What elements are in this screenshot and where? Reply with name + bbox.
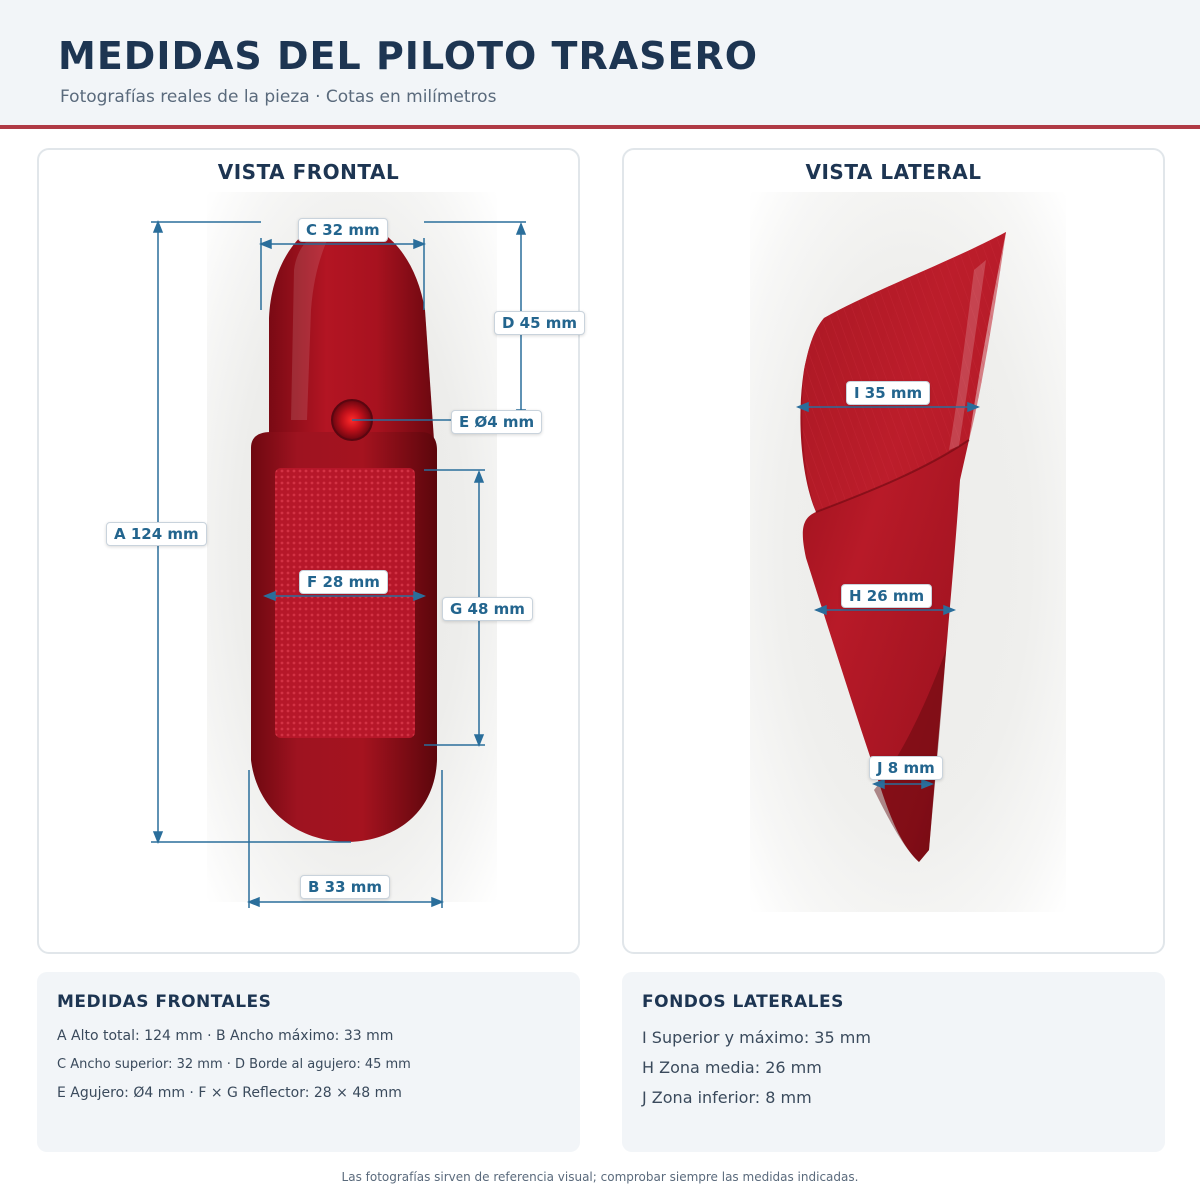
page-subtitle: Fotografías reales de la pieza · Cotas en milímetros: [60, 87, 497, 107]
front-measure-line: A Alto total: 124 mm · B Ancho máximo: 33 mm: [57, 1028, 394, 1044]
front-photo-diagram: [39, 150, 582, 956]
side-measures-title: FONDOS LATERALES: [642, 992, 844, 1012]
dimension-label-i: I 35 mm: [846, 381, 930, 405]
page-title: MEDIDAS DEL PILOTO TRASERO: [58, 34, 759, 78]
front-view-panel: [37, 148, 580, 954]
dimension-label-a: A 124 mm: [106, 522, 207, 546]
side-measure-line: J Zona inferior: 8 mm: [642, 1088, 812, 1107]
dimension-label-c: C 32 mm: [298, 218, 388, 242]
dimension-label-e: E Ø4 mm: [451, 410, 542, 434]
header-divider: [0, 125, 1200, 129]
front-measure-line: E Agujero: Ø4 mm · F × G Reflector: 28 × 48 mm: [57, 1085, 402, 1101]
dimension-label-f: F 28 mm: [299, 570, 388, 594]
side-photo-diagram: [624, 150, 1167, 956]
dimension-label-d: D 45 mm: [494, 311, 585, 335]
side-view-panel: [622, 148, 1165, 954]
side-measure-line: H Zona media: 26 mm: [642, 1058, 822, 1077]
dimension-label-b: B 33 mm: [300, 875, 390, 899]
front-view-title: VISTA FRONTAL: [217, 160, 400, 184]
side-view-title: VISTA LATERAL: [805, 160, 982, 184]
side-measure-line: I Superior y máximo: 35 mm: [642, 1028, 871, 1047]
dimension-label-j: J 8 mm: [869, 756, 943, 780]
front-measures-box: [37, 972, 580, 1152]
dimension-label-h: H 26 mm: [841, 584, 932, 608]
dimension-label-g: G 48 mm: [442, 597, 533, 621]
footer-note: Las fotografías sirven de referencia visual; comprobar siempre las medidas indicadas.: [341, 1170, 859, 1184]
side-measures-box: [622, 972, 1165, 1152]
front-measure-line: C Ancho superior: 32 mm · D Borde al agujero: 45 mm: [57, 1057, 411, 1072]
reflector-pad: [275, 468, 415, 738]
front-measures-title: MEDIDAS FRONTALES: [57, 992, 272, 1012]
page-header: [0, 0, 1200, 128]
